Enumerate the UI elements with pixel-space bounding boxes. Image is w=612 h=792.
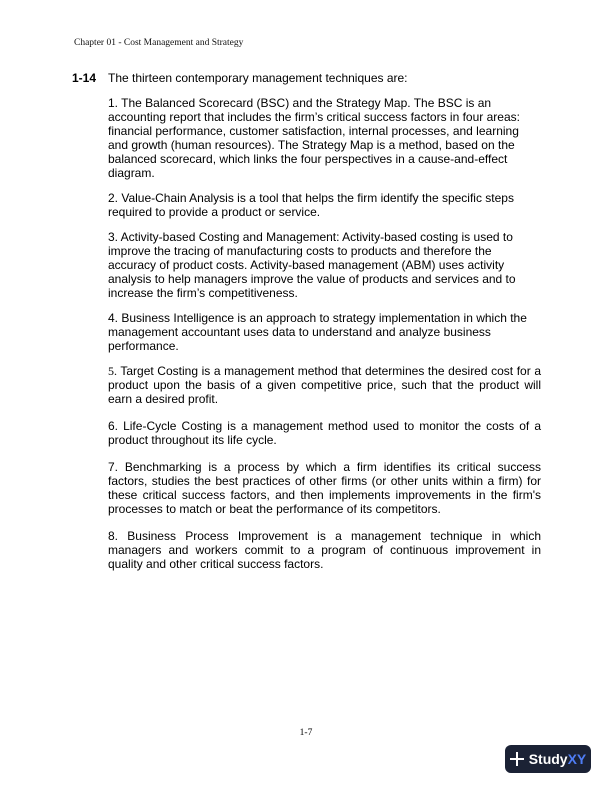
technique-list [108,96,541,584]
list-item: 7. Benchmarking is a process by which a firm identifies its critical success factors, studies the best practices of other firms (or other units within a firm) for these critical success factors, and then implements improvements in the firm's processes to match or beat the performance of its competitors. [108,460,541,516]
question-intro: The thirteen contemporary management techniques are: [108,71,408,85]
list-item: 4. Business Intelligence is an approach to strategy implementation in which the management accountant uses data to understand and analyze business performance. [108,311,527,353]
list-item: 8. Business Process Improvement is a management technique in which managers and workers commit to a program of continuous improvement in quality and other critical success factors. [108,529,541,571]
studyxy-badge[interactable] [505,745,591,773]
plus-icon [510,752,524,766]
question-number: 1-14 [72,71,97,85]
chapter-header: Chapter 01 - Cost Management and Strategy [74,38,244,48]
list-item [108,364,541,406]
list-item: 2. Value-Chain Analysis is a tool that helps the firm identify the specific steps required to provide a product or service. [108,191,514,219]
brand-name: StudyXY [528,751,587,767]
list-item: 3. Activity-based Costing and Management: Activity-based costing is used to improve the tracing of manufacturing costs to products and therefore the accuracy of product costs. Activity-based management (ABM) uses activity analysis to help managers improve the value of products and services and to increase the firm’s competitiveness. [108,230,516,300]
list-item: 6. Life-Cycle Costing is a management method used to monitor the costs of a product throughout its life cycle. [108,419,541,447]
list-item: 1. The Balanced Scorecard (BSC) and the Strategy Map. The BSC is an accounting report that includes the firm’s critical success factors in four areas: financial performance, customer satisfaction, internal processes, and learning and growth (human resources). The Strategy Map is a method, based on the balanced scorecard, which links the four perspectives in a cause-and-effect diagram. [108,96,520,180]
page-number: 1-7 [299,728,313,738]
list-item-text: Target Costing is a management method that determines the desired cost for a product upon the basis of a given competitive price, such that the product will earn a desired profit. [108,364,541,406]
list-item-number: 5. [108,364,117,378]
